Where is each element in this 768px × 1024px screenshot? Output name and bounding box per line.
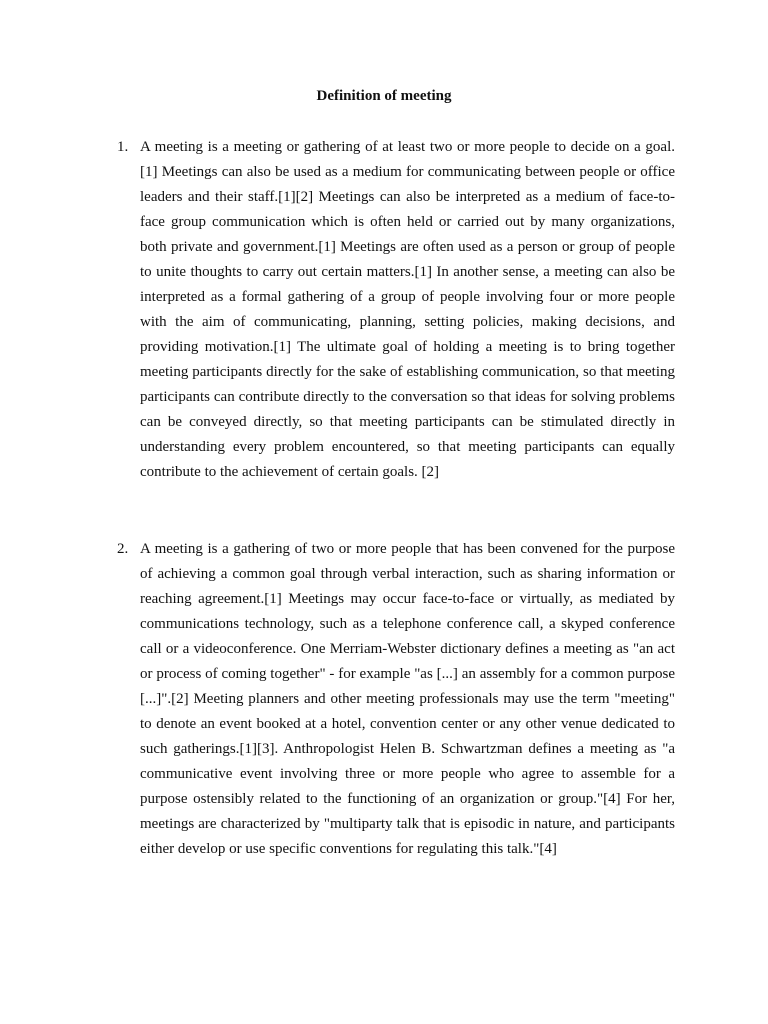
list-item-text: A meeting is a gathering of two or more people that has been convened for the purpose of achieving a common goal through verbal interaction, such as sharing information or reaching agreement.[1] Meetings may occur face-to-face or virtually, as mediated by communications technology, such as a telephone conference call, a skyped conference call or a videoconference. One Merriam-Webster dictionary defines a meeting as "an act or process of coming together" - for example "as [...] an assembly for a common purpose [...]".[2] Meeting planners and other meeting professionals may use the term "meeting" to denote an event booked at a hotel, convention center or any other venue dedicated to such gatherings.[1][3]. Anthropologist Helen B. Schwartzman defines a meeting as "a communicative event involving three or more people who agree to assemble for a purpose ostensibly related to the functioning of an organization or group."[4] For her, meetings are characterized by "multiparty talk that is episodic in nature, and participants either develop or use specific conventions for regulating this talk."[4] xyxy=(140,541,675,857)
document-title: Definition of meeting xyxy=(316,88,452,104)
list-item-number: 1. xyxy=(117,139,129,155)
list-item-text: A meeting is a meeting or gathering of at least two or more people to decide on a goal.[1] Meetings can also be used as a medium for communicating between people or office leaders and their staff.[1][2] Meetings can also be interpreted as a medium of face-to-face group communication which is often held or carried out by many organizations, both private and government.[1] Meetings are often used as a person or group of people to unite thoughts to carry out certain matters.[1] In another sense, a meeting can also be interpreted as a formal gathering of a group of people involving four or more people with the aim of communicating, planning, setting policies, making decisions, and providing motivation.[1] The ultimate goal of holding a meeting is to bring together meeting participants directly for the sake of establishing communication, so that meeting participants can contribute directly to the conversation so that ideas for solving problems can be conveyed directly, so that meeting participants can be stimulated directly in understanding every problem encountered, so that meeting participants can equally contribute to the achievement of certain goals. [2] xyxy=(140,139,675,480)
list-item-number: 2. xyxy=(117,541,129,557)
